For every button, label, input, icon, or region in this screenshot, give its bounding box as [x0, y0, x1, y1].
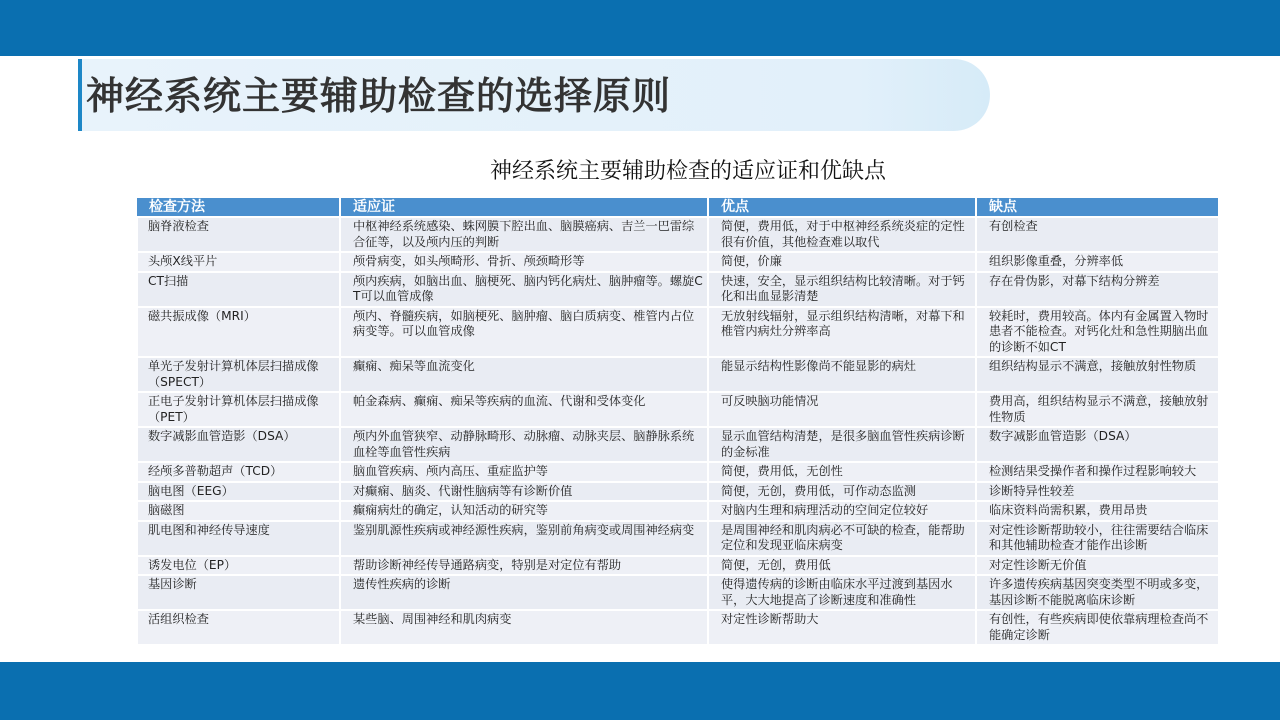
- cell-method: 经颅多普勒超声（TCD）: [137, 462, 340, 482]
- table-row: [137, 272, 1219, 307]
- cell-pros: 对定性诊断帮助大: [708, 610, 976, 645]
- cell-indication: 脑血管疾病、颅内高压、重症监护等: [340, 462, 708, 482]
- table-header-row: [137, 198, 1219, 217]
- cell-method: 磁共振成像（MRI）: [137, 307, 340, 358]
- slide-title: 神经系统主要辅助检查的选择原则: [86, 74, 672, 118]
- table-caption: 神经系统主要辅助检查的适应证和优缺点: [489, 159, 886, 184]
- cell-pros: 使得遗传病的诊断由临床水平过渡到基因水平，大大地提高了诊断速度和准确性: [708, 575, 976, 610]
- cell-pros: 简便，无创，费用低，可作动态监测: [708, 482, 976, 502]
- cell-method: 基因诊断: [137, 575, 340, 610]
- cell-method: CT扫描: [137, 272, 340, 307]
- cell-method: 脑脊液检查: [137, 217, 340, 252]
- cell-pros: 简便，费用低，无创性: [708, 462, 976, 482]
- cell-method: 头颅X线平片: [137, 252, 340, 272]
- cell-method: 脑磁图: [137, 501, 340, 521]
- cell-cons: 有创性，有些疾病即使依靠病理检查尚不能确定诊断: [976, 610, 1219, 645]
- table-row: [137, 252, 1219, 272]
- cell-pros: 无放射线辐射，显示组织结构清晰，对幕下和椎管内病灶分辨率高: [708, 307, 976, 358]
- cell-indication: 帮助诊断神经传导通路病变，特别是对定位有帮助: [340, 556, 708, 576]
- cell-pros: 显示血管结构清楚，是很多脑血管性疾病诊断的金标准: [708, 427, 976, 462]
- cell-indication: 颅骨病变，如头颅畸形、骨折、颅颈畸形等: [340, 252, 708, 272]
- table-row: [137, 217, 1219, 252]
- cell-indication: 颅内、脊髓疾病，如脑梗死、脑肿瘤、脑白质病变、椎管内占位病变等。可以血管成像: [340, 307, 708, 358]
- cell-method: 脑电图（EEG）: [137, 482, 340, 502]
- table-row: [137, 357, 1219, 392]
- comparison-table: [136, 198, 1220, 646]
- cell-cons: 许多遗传疾病基因突变类型不明或多变，基因诊断不能脱离临床诊断: [976, 575, 1219, 610]
- cell-pros: 简便，费用低，对于中枢神经系统炎症的定性很有价值，其他检查难以取代: [708, 217, 976, 252]
- cell-indication: 对癫痫、脑炎、代谢性脑病等有诊断价值: [340, 482, 708, 502]
- table-row: [137, 462, 1219, 482]
- cell-cons: 费用高，组织结构显示不满意，接触放射性物质: [976, 392, 1219, 427]
- cell-method: 正电子发射计算机体层扫描成像（PET）: [137, 392, 340, 427]
- cell-method: 单光子发射计算机体层扫描成像（SPECT）: [137, 357, 340, 392]
- cell-cons: 对定性诊断帮助较小，往往需要结合临床和其他辅助检查才能作出诊断: [976, 521, 1219, 556]
- cell-indication: 帕金森病、癫痫、痴呆等疾病的血流、代谢和受体变化: [340, 392, 708, 427]
- cell-indication: 颅内外血管狭窄、动静脉畸形、动脉瘤、动脉夹层、脑静脉系统血栓等血管性疾病: [340, 427, 708, 462]
- table-row: [137, 427, 1219, 462]
- cell-indication: 遗传性疾病的诊断: [340, 575, 708, 610]
- cell-pros: 能显示结构性影像尚不能显影的病灶: [708, 357, 976, 392]
- bottom-banner: [0, 662, 1280, 720]
- cell-indication: 中枢神经系统感染、蛛网膜下腔出血、脑膜癌病、吉兰一巴雷综合征等，以及颅内压的判断: [340, 217, 708, 252]
- cell-method: 肌电图和神经传导速度: [137, 521, 340, 556]
- cell-pros: 简便，无创，费用低: [708, 556, 976, 576]
- cell-indication: 癫痫、痴呆等血流变化: [340, 357, 708, 392]
- table-row: [137, 482, 1219, 502]
- top-banner: [0, 0, 1280, 56]
- table-body: [137, 217, 1219, 645]
- cell-pros: 对脑内生理和病理活动的空间定位较好: [708, 501, 976, 521]
- header-indication: 适应证: [340, 198, 708, 217]
- cell-cons: 数字减影血管造影（DSA）: [976, 427, 1219, 462]
- cell-indication: 癫痫病灶的确定，认知活动的研究等: [340, 501, 708, 521]
- cell-indication: 颅内疾病，如脑出血、脑梗死、脑内钙化病灶、脑肿瘤等。螺旋CT可以血管成像: [340, 272, 708, 307]
- cell-indication: 鉴别肌源性疾病或神经源性疾病，鉴别前角病变或周围神经病变: [340, 521, 708, 556]
- cell-pros: 快速，安全，显示组织结构比较清晰。对于钙化和出血显影清楚: [708, 272, 976, 307]
- cell-pros: 是周围神经和肌肉病必不可缺的检查，能帮助定位和发现亚临床病变: [708, 521, 976, 556]
- cell-method: 诱发电位（EP）: [137, 556, 340, 576]
- header-method: 检查方法: [137, 198, 340, 217]
- table-row: [137, 575, 1219, 610]
- cell-pros: 可反映脑功能情况: [708, 392, 976, 427]
- cell-cons: 较耗时，费用较高。体内有金属置入物时患者不能检查。对钙化灶和急性期脑出血的诊断不如CT: [976, 307, 1219, 358]
- header-cons: 缺点: [976, 198, 1219, 217]
- cell-cons: 组织影像重叠，分辨率低: [976, 252, 1219, 272]
- table-row: [137, 610, 1219, 645]
- table-row: [137, 521, 1219, 556]
- table-row: [137, 392, 1219, 427]
- table-row: [137, 307, 1219, 358]
- header-pros: 优点: [708, 198, 976, 217]
- table-row: [137, 556, 1219, 576]
- cell-pros: 简便，价廉: [708, 252, 976, 272]
- cell-cons: 存在骨伪影，对幕下结构分辨差: [976, 272, 1219, 307]
- cell-cons: 对定性诊断无价值: [976, 556, 1219, 576]
- cell-cons: 诊断特异性较差: [976, 482, 1219, 502]
- cell-method: 数字减影血管造影（DSA）: [137, 427, 340, 462]
- cell-cons: 检测结果受操作者和操作过程影响较大: [976, 462, 1219, 482]
- cell-cons: 有创检查: [976, 217, 1219, 252]
- cell-cons: 组织结构显示不满意，接触放射性物质: [976, 357, 1219, 392]
- table-row: [137, 501, 1219, 521]
- title-accent-bar: [78, 59, 82, 131]
- cell-indication: 某些脑、周围神经和肌肉病变: [340, 610, 708, 645]
- cell-cons: 临床资料尚需积累，费用昂贵: [976, 501, 1219, 521]
- cell-method: 活组织检查: [137, 610, 340, 645]
